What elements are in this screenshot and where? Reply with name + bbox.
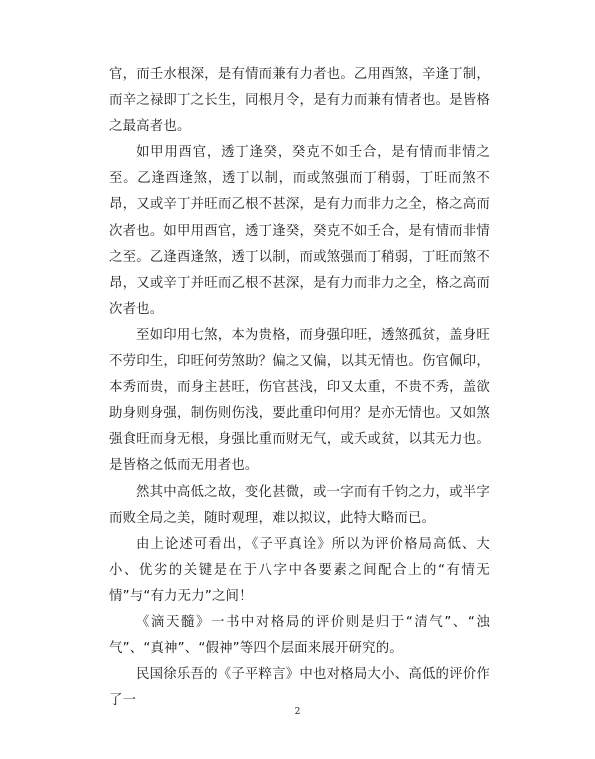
paragraph-1: 官，而壬水根深，是有情而兼有力者也。乙用酉煞，辛逢丁制，而辛之禄即丁之长生，同根月令，是有力而兼有情者也。是皆格之最高者也。 [109,67,490,135]
paragraph-5: 由上论述可看出，《子平真诠》所以为评价格局高低、大小、优劣的关键是在于八字中各要素之间配合上的“有情无情”与“有力无力”之间！ [109,536,490,604]
page-number: 2 [294,707,301,717]
body-text [109,62,490,714]
paragraph-7: 民国徐乐吾的《子平粹言》中也对格局大小、高低的评价作了一 [109,667,490,709]
paragraph-2: 如甲用酉官，透丁逢癸，癸克不如壬合，是有情而非情之至。乙逢酉逢煞，透丁以制，而或煞强而丁稍弱，丁旺而煞不昂，又或辛丁并旺而乙根不甚深，是有力而非力之全，格之高而次者也。如甲用酉官，透丁逢癸，癸克不如壬合，是有情而非情之至。乙逢酉逢煞，透丁以制，而或煞强而丁稍弱，丁旺而煞不昂，又或辛丁并旺而乙根不甚深，是有力而非力之全，格之高而次者也。 [109,145,490,317]
paragraph-6: 《滴天髓》一书中对格局的评价则是归于“清气”、“浊气”、“真神”、“假神”等四个层面来展开研究的。 [109,614,490,657]
paragraph-4: 然其中高低之故，变化甚微，或一字而有千钧之力，或半字而败全局之美，随时观理，难以拟议，此特大略而已。 [109,484,490,526]
paragraph-3: 至如印用七煞，本为贵格，而身强印旺，透煞孤贫，盖身旺不劳印生，印旺何劳煞助？偏之又偏，以其无情也。伤官佩印，本秀而贵，而身主甚旺，伤官甚浅，印又太重，不贵不秀，盖欲助身则身强，制伤则伤浅，要此重印何用？是亦无情也。又如煞强食旺而身无根，身强比重而财无气，或夭或贫，以其无力也。是皆格之低而无用者也。 [109,327,490,474]
